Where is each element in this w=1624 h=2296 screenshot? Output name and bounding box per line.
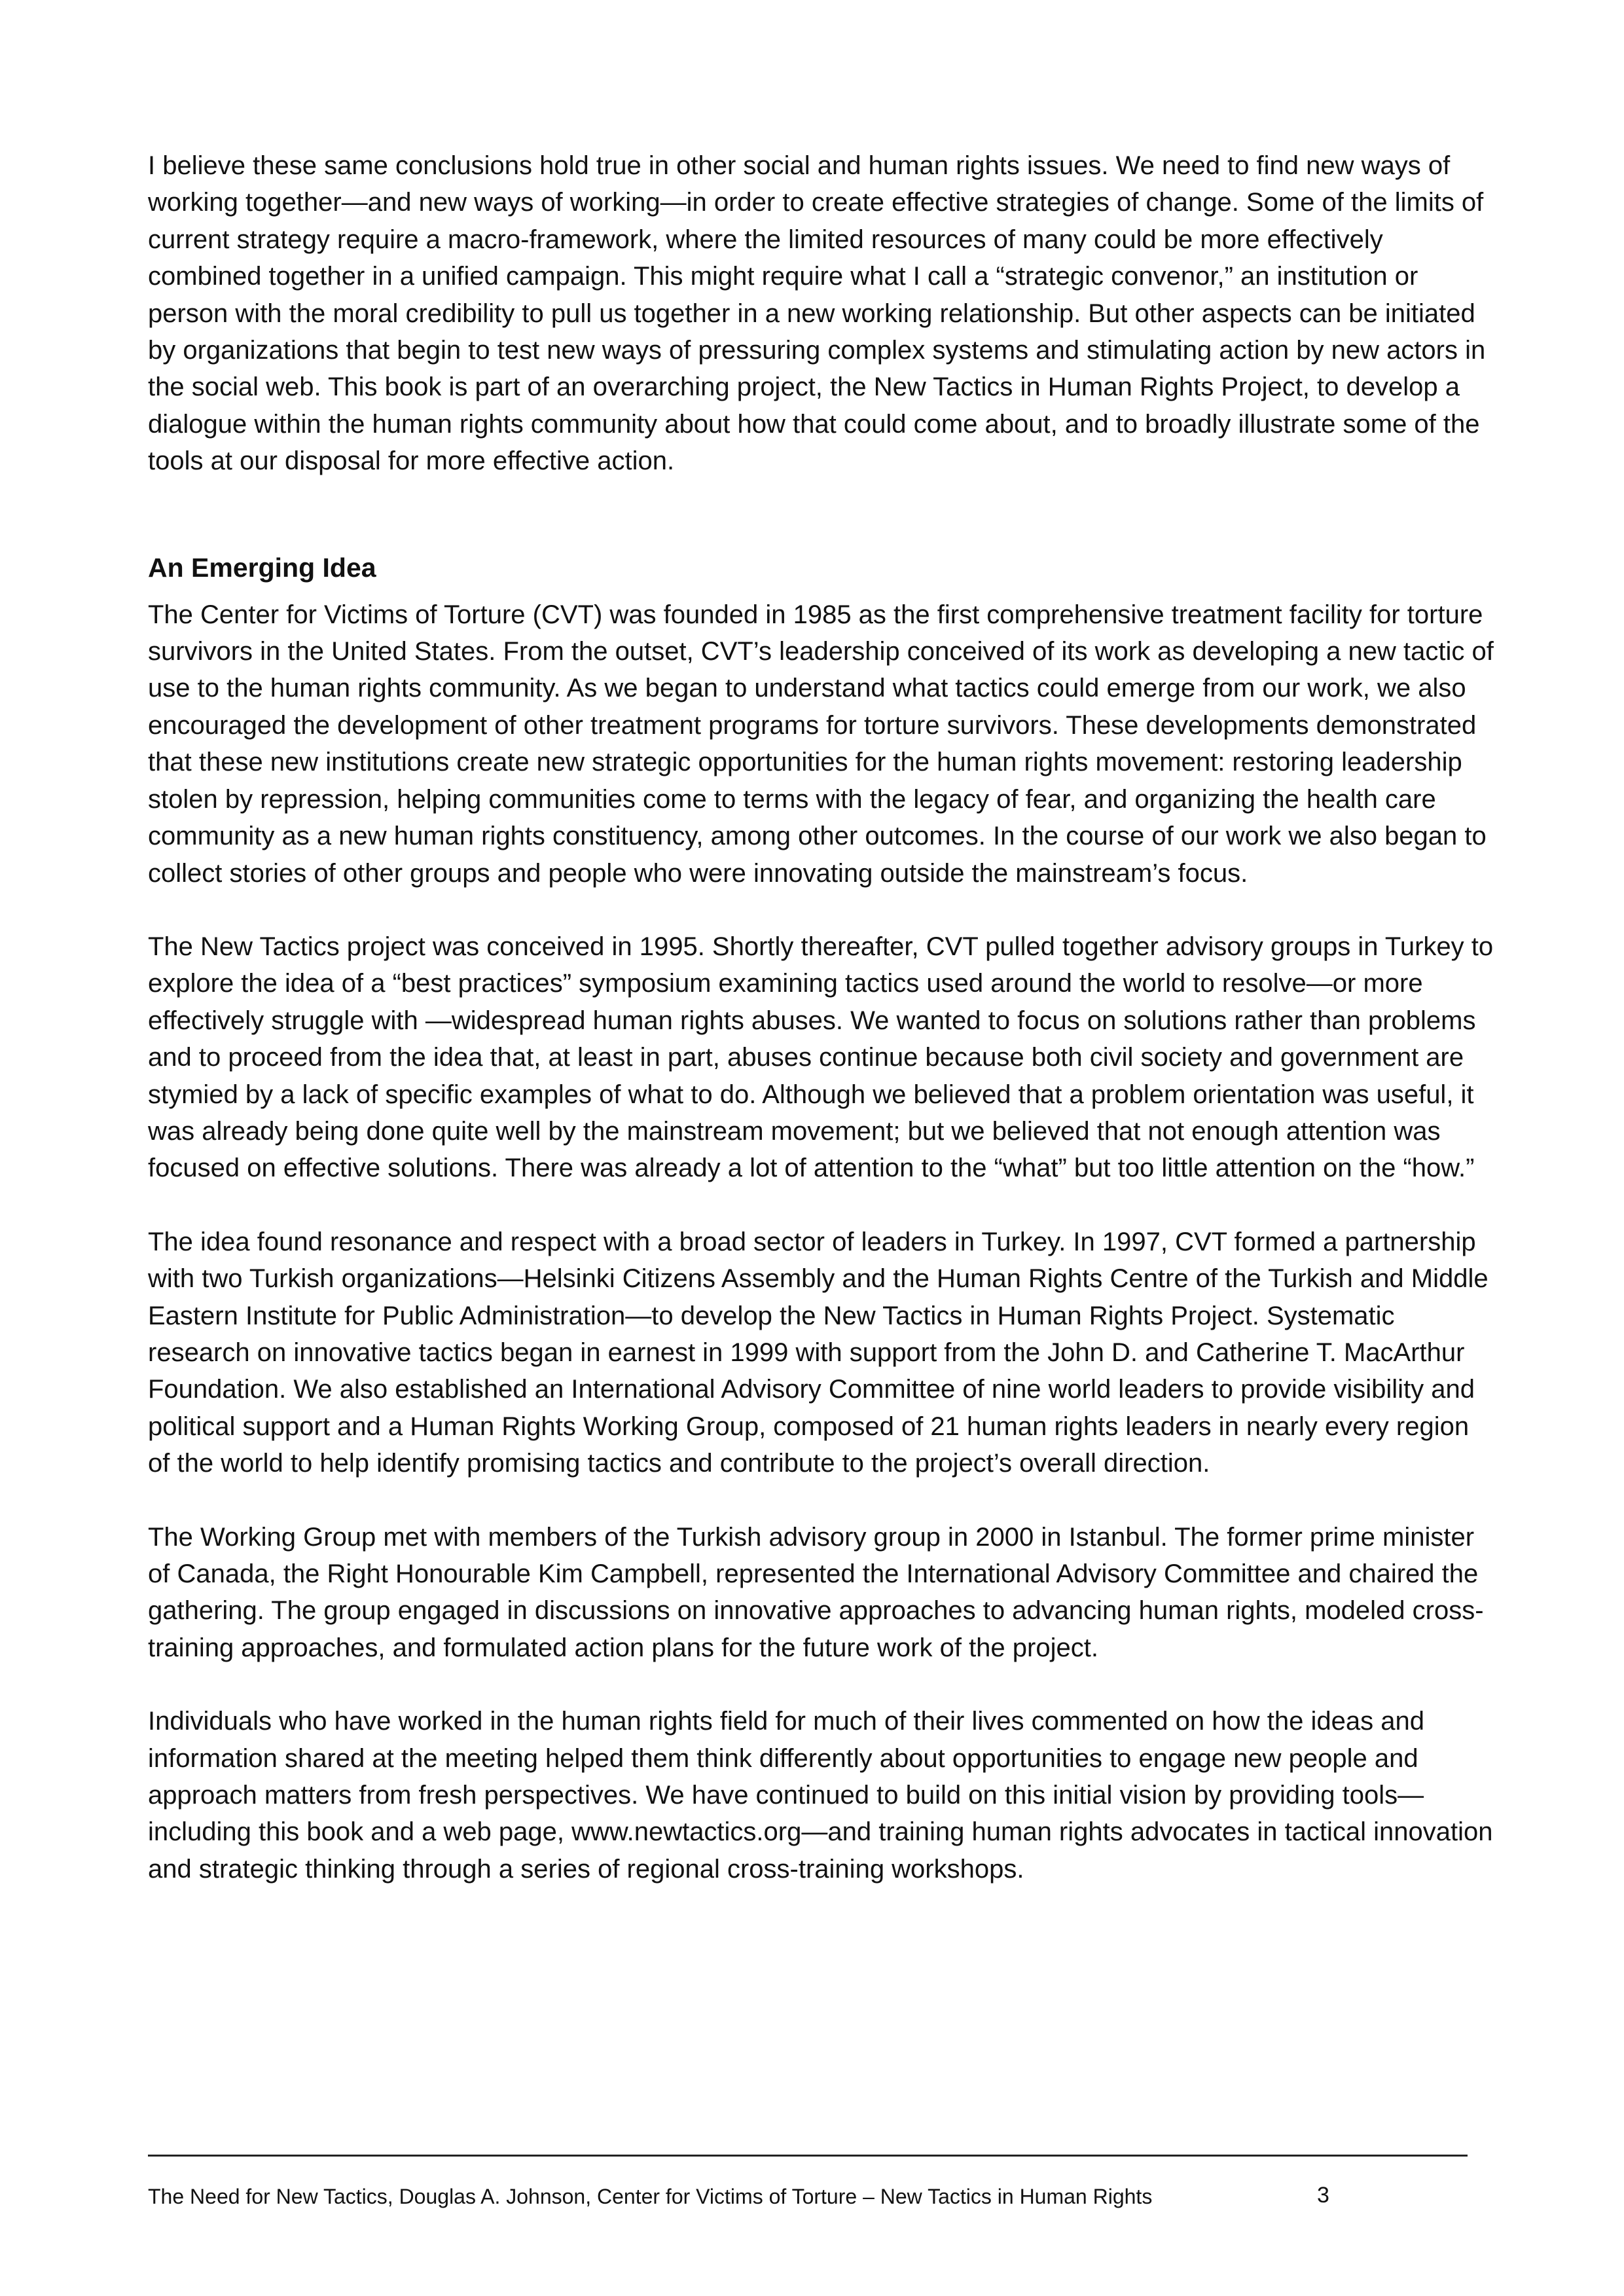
- paragraph-conclusions: I believe these same conclusions hold true in other social and human rights issues. We need to find new ways of working together—and new ways of working—in order to create effective strategies of change. Some of the limits of current strategy require a macro-framework, where the limited resources of many could be more effectively combined together in a unified campaign. This might require what I call a “strategic convenor,” an institution or person with the moral credibility to pull us together in a new working relationship. But other aspects can be initiated by organizations that begin to test new ways of pressuring complex systems and stimulating action by new actors in the social web. This book is part of an overarching project, the New Tactics in Human Rights Project, to develop a dialogue within the human rights community about how that could come about, and to broadly illustrate some of the tools at our disposal for more effective action.: [148, 151, 1486, 476]
- paragraph-working-group: The Working Group met with members of the Turkish advisory group in 2000 in Istanbul. The former prime minister of Canada, the Right Honourable Kim Campbell, represented the International Advisory Committee and chaired the gathering. The group engaged in discussions on innovative approaches to advancing human rights, modeled cross-training approaches, and formulated action plans for the future work of the project.: [148, 1522, 1484, 1662]
- paragraph-gap: [148, 892, 1496, 928]
- page-body: [148, 147, 1496, 1887]
- paragraph-gap: [148, 1187, 1496, 1224]
- footer-divider: [148, 2155, 1468, 2157]
- paragraph-gap: [148, 480, 1496, 549]
- paragraph-cvt-founding: The Center for Victims of Torture (CVT) was founded in 1985 as the first comprehensive treatment facility for torture survivors in the United States. From the outset, CVT’s leadership conceived of its work as developing a new tactic of use to the human rights community. As we began to understand what tactics could emerge from our work, we also encouraged the development of other treatment programs for torture survivors. These developments demonstrated that these new institutions create new strategic opportunities for the human rights movement: restoring leadership stolen by repression, helping communities come to terms with the legacy of fear, and organizing the health care community as a new human rights constituency, among other outcomes. In the course of our work we also began to collect stories of other groups and people who were innovating outside the mainstream’s focus.: [148, 600, 1494, 888]
- section-heading: An Emerging Idea: [148, 552, 376, 583]
- footer-citation: The Need for New Tactics, Douglas A. Johnson, Center for Victims of Torture – New Tactics in Human Rights: [148, 2185, 1153, 2208]
- paragraph-gap: [148, 1482, 1496, 1519]
- heading-gap: [148, 586, 1496, 596]
- page-number: 3: [1317, 2183, 1329, 2208]
- paragraph-gap: [148, 1666, 1496, 1703]
- paragraph-partnership: The idea found resonance and respect with a broad sector of leaders in Turkey. In 1997, CVT formed a partnership with two Turkish organizations—Helsinki Citizens Assembly and the Human Rights Centre of the Turkish and Middle Eastern Institute for Public Administration—to develop the New Tactics in Human Rights Project. Systematic research on innovative tactics began in earnest in 1999 with support from the John D. and Catherine T. MacArthur Foundation. We also established an International Advisory Committee of nine world leaders to provide visibility and political support and a Human Rights Working Group, composed of 21 human rights leaders in nearly every region of the world to help identify promising tactics and contribute to the project’s overall direction.: [148, 1227, 1489, 1478]
- paragraph-individuals: Individuals who have worked in the human rights field for much of their lives commented on how the ideas and information shared at the meeting helped them think differently about opportunities to engage new people and approach matters from fresh perspectives. We have continued to build on this initial vision by providing tools—including this book and a web page, www.newtactics.org—and training human rights advocates in tactical innovation and strategic thinking through a series of regional cross-training workshops.: [148, 1707, 1493, 1884]
- paragraph-project-conception: The New Tactics project was conceived in 1995. Shortly thereafter, CVT pulled together advisory groups in Turkey to explore the idea of a “best practices” symposium examining tactics used around the world to resolve—or more effectively struggle with —widespread human rights abuses. We wanted to focus on solutions rather than problems and to proceed from the idea that, at least in part, abuses continue because both civil society and government are stymied by a lack of specific examples of what to do. Although we believed that a problem orientation was useful, it was already being done quite well by the mainstream movement; but we believed that not enough attention was focused on effective solutions. There was already a lot of attention to the “what” but too little attention on the “how.”: [148, 932, 1494, 1183]
